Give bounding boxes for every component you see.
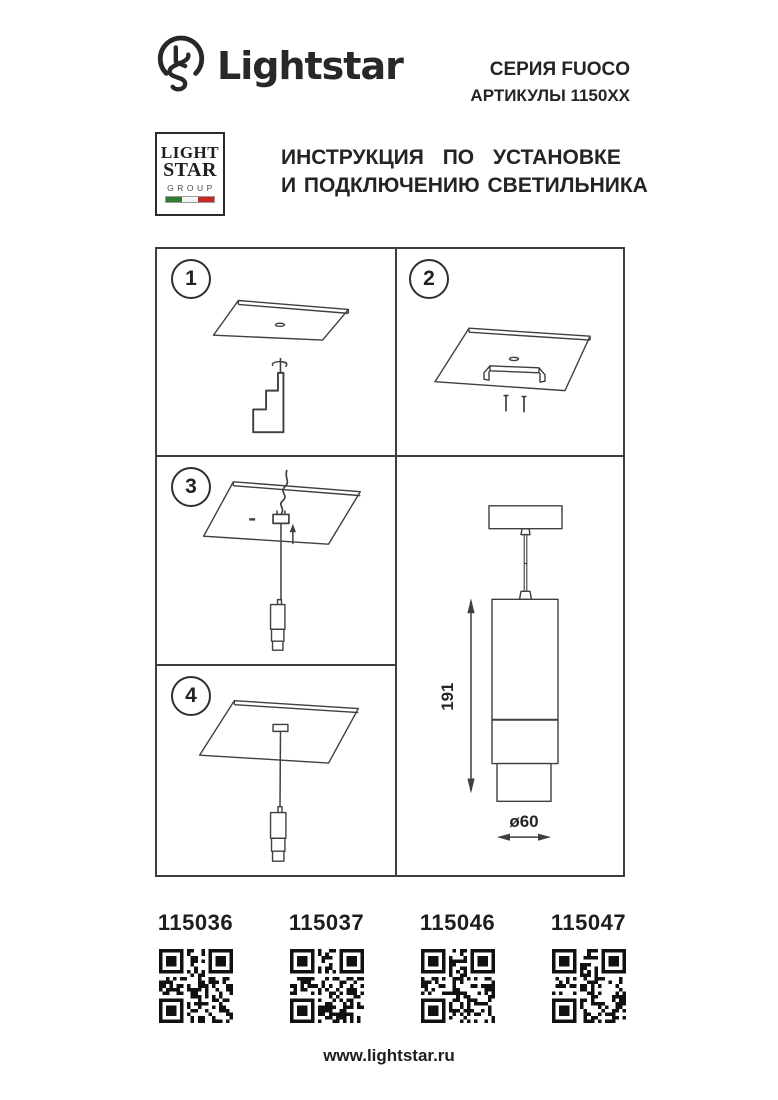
step-4-number: 4 [171, 676, 211, 716]
product-115036 [130, 910, 261, 1023]
brand-wordmark: Lightstar [217, 44, 403, 88]
product-code: 115046 [419, 910, 496, 935]
product-115037 [261, 910, 392, 1023]
qr-code [421, 949, 495, 1023]
lightstar-group-logo [155, 132, 225, 216]
product-codes-row [130, 910, 654, 1023]
qr-code [290, 949, 364, 1023]
group-logo-line2: STAR [163, 159, 217, 182]
product-code: 115036 [157, 910, 234, 935]
website-url: www.lightstar.ru [323, 1046, 455, 1065]
product-code: 115047 [550, 910, 627, 935]
product-115046 [392, 910, 523, 1023]
step-3-number: 3 [171, 467, 211, 507]
dimensions-panel [397, 457, 623, 875]
step-2-panel [397, 249, 623, 457]
brand-logo [153, 30, 403, 100]
page-title-line1: ИНСТРУКЦИЯ ПО УСТАНОВКЕ [281, 146, 621, 169]
step-1-number: 1 [171, 259, 211, 299]
dimension-drawing [397, 457, 623, 875]
step-3-panel [157, 457, 397, 666]
page-title [281, 144, 648, 200]
qr-code [159, 949, 233, 1023]
lightstar-bulb-icon [153, 30, 209, 100]
diameter-dimension-label: ø60 [509, 812, 539, 832]
height-dimension-label: 191 [437, 682, 458, 711]
product-code: 115037 [288, 910, 365, 935]
qr-code [552, 949, 626, 1023]
page-title-line2: И ПОДКЛЮЧЕНИЮ СВЕТИЛЬНИКА [281, 174, 648, 197]
step-1-panel [157, 249, 397, 457]
step-2-number: 2 [409, 259, 449, 299]
instruction-grid [155, 247, 625, 877]
italy-flag-icon [165, 196, 215, 203]
product-115047 [523, 910, 654, 1023]
group-logo-line1: LIGHT [160, 143, 220, 163]
articles-label: АРТИКУЛЫ 1150XX [470, 85, 630, 105]
group-logo-line3: GROUP [167, 182, 216, 193]
step-4-panel [157, 666, 397, 875]
series-title: СЕРИЯ FUOCO [489, 59, 630, 80]
